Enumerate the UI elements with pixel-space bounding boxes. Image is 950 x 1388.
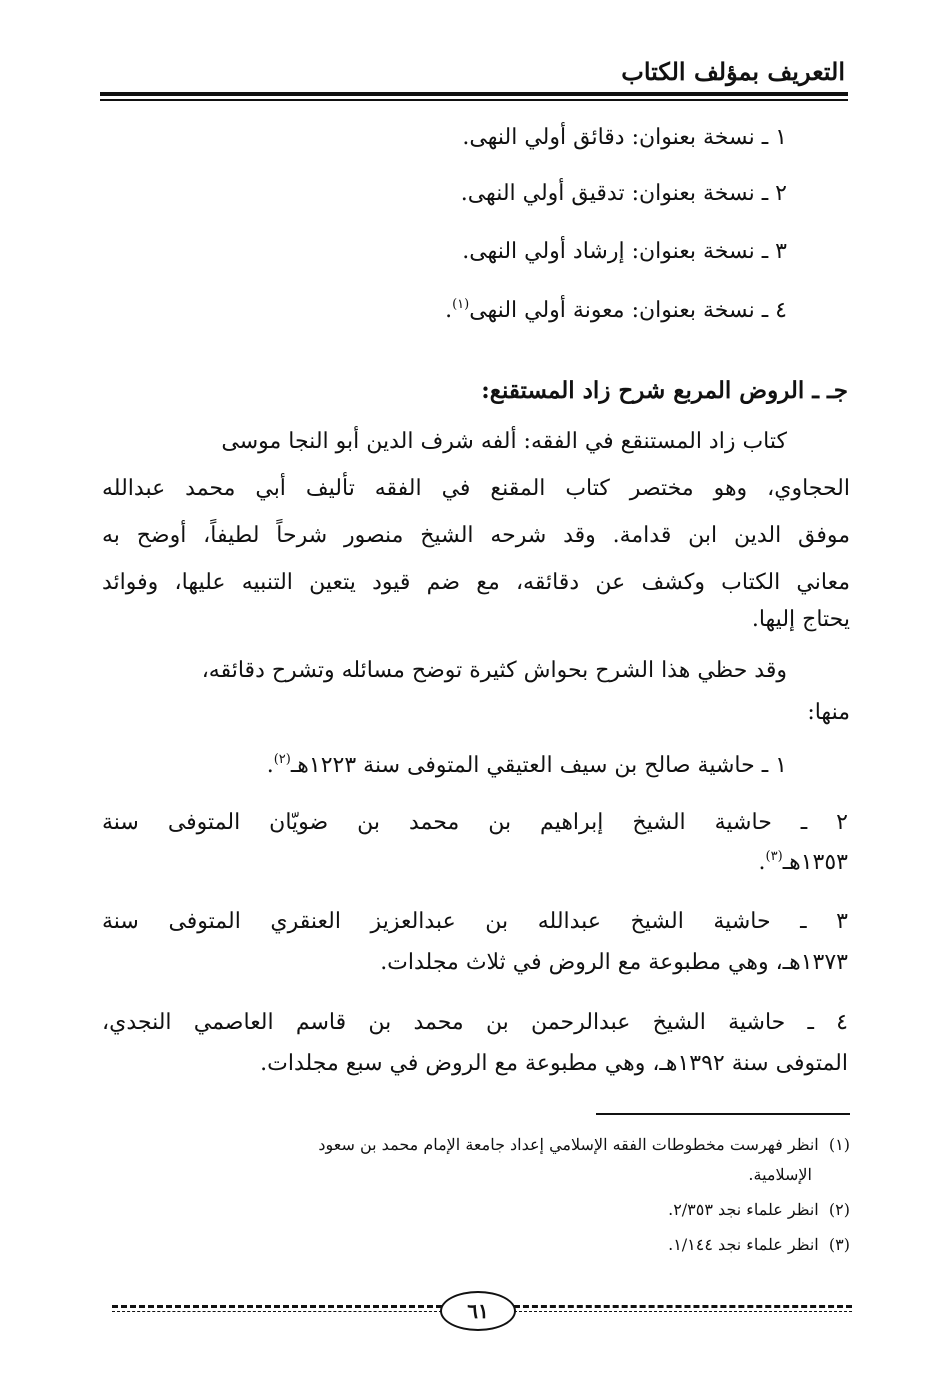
footer-rule-right-thin: [514, 1311, 852, 1312]
footnote-text: انظر فهرست مخطوطات الفقه الإسلامي إعداد جامعة الإمام محمد بن سعود: [318, 1135, 819, 1154]
commentary-tail: .: [266, 753, 274, 778]
paragraph-line: الحجاوي، وهو مختصر كتاب المقنع في الفقه تأليف أبي محمد عبدالله: [102, 476, 850, 501]
commentary-item-cont: المتوفى سنة ١٣٩٢هـ، وهي مطبوعة مع الروض في سبع مجلدات.: [260, 1051, 848, 1076]
footnote-text: انظر علماء نجد ١/١٤٤.: [668, 1235, 819, 1254]
list-item: ٣ ـ نسخة بعنوان: إرشاد أولي النهى.: [462, 239, 787, 264]
section-heading: جـ ـ الروض المربع شرح زاد المستقنع:: [481, 377, 848, 404]
paragraph-line: منها:: [807, 700, 850, 725]
footnote-marker: (٢): [828, 1200, 850, 1219]
footnote: [668, 1198, 850, 1222]
footer-rule-right: [514, 1305, 852, 1308]
footnote-cont: الإسلامية.: [748, 1165, 812, 1184]
footer-rule-left: [112, 1305, 442, 1308]
footnote-ref: (١): [452, 297, 470, 312]
commentary-item-cont: [759, 846, 848, 880]
footnote-text: انظر علماء نجد ٢/٣٥٣.: [668, 1200, 819, 1219]
footnote: [668, 1233, 850, 1257]
list-item: ٢ ـ نسخة بعنوان: تدقيق أولي النهى.: [460, 181, 787, 206]
paragraph-line: معاني الكتاب وكشف عن دقائقه، مع ضم قيود يتعين التنبيه عليها، وفوائد: [102, 570, 850, 595]
commentary-item: [267, 749, 787, 783]
footnote-ref: (٢): [273, 752, 291, 767]
footnote-marker: (١): [828, 1135, 850, 1154]
list-item: [445, 294, 787, 328]
paragraph-line: يحتاج إليها.: [751, 607, 850, 632]
footnote-separator: [596, 1113, 850, 1115]
paragraph-line: كتاب زاد المستنقع في الفقه: ألفه شرف الدين أبو النجا موسى: [221, 429, 787, 454]
footnote: [318, 1133, 850, 1157]
paragraph-line: موفق الدين ابن قدامة. وقد شرحه الشيخ منصور شرحاً لطيفاً، أوضح به: [102, 523, 850, 548]
commentary-tail: .: [758, 850, 766, 875]
list-item-tail: .: [445, 298, 453, 323]
header-rule-thick: [100, 92, 848, 96]
commentary-item: ٣ ـ حاشية الشيخ عبدالله بن عبدالعزيز العنقري المتوفى سنة: [102, 909, 848, 934]
running-title: التعريف بمؤلف الكتاب: [621, 57, 845, 86]
footer-rule-left-thin: [112, 1311, 442, 1312]
commentary-item: ٤ ـ حاشية الشيخ عبدالرحمن بن محمد بن قاسم العاصمي النجدي،: [102, 1010, 848, 1035]
commentary-item-cont: ١٣٧٣هـ، وهي مطبوعة مع الروض في ثلاث مجلدات.: [380, 950, 848, 975]
paragraph-line: وقد حظي هذا الشرح بحواش كثيرة توضح مسائله وتشرح دقائقه،: [201, 658, 787, 683]
list-item-text: ٤ ـ نسخة بعنوان: معونة أولي النهى: [469, 298, 787, 323]
page-number: ٦١: [440, 1291, 516, 1331]
header-rule-thin: [100, 99, 848, 101]
footnote-marker: (٣): [828, 1235, 850, 1254]
footnote-ref: (٣): [765, 849, 783, 864]
commentary-text: ١٣٥٣هـ: [782, 850, 848, 875]
commentary-text: ١ ـ حاشية صالح بن سيف العتيقي المتوفى سنة ١٢٢٣هـ: [290, 753, 787, 778]
commentary-item: ٢ ـ حاشية الشيخ إبراهيم بن محمد بن ضويّان المتوفى سنة: [102, 810, 848, 835]
list-item: ١ ـ نسخة بعنوان: دقائق أولي النهى.: [462, 125, 787, 150]
